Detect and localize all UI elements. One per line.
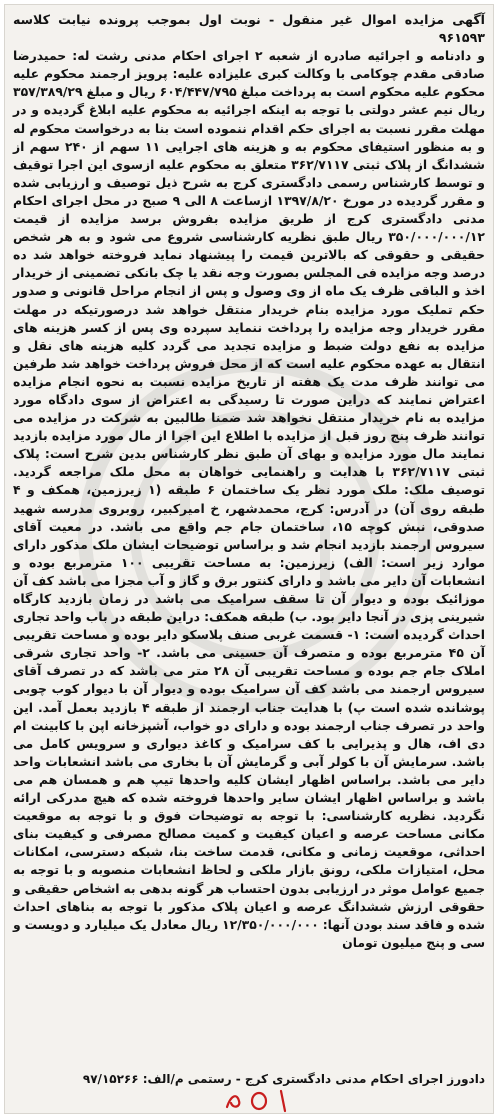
notice-headline: آگهی مزایده اموال غیر منقول - نوبت اول بموجب پرونده نیابت کلاسه ۹۶۱۵۹۳ <box>13 12 485 46</box>
notice-body: و دادنامه و اجرائیه صادره از شعبه ۲ اجرای احکام مدنی رشت له: حمیدرضا صادقی مقدم چوکامی با وکالت کبری علیزاده علیه: پرویز ارجمند محکوم علیه محکوم علیه محکوم است به پرداخت مبلغ ۶۰۴/۴۴۷/۷۹۵ ریال و مبلغ ۳۵۷/۳۸۹/۲۹ ریال نیم عشر دولتی با توجه به اینکه اجرائیه به محکوم علیه ابلاغ گردیده و در مهلت مقرر نسبت به اجرای حکم اقدام ننموده است بنا به درخواست محکوم له و به منظور استیفای محکوم به و هزینه های اجرایی ۱۱ سهم از ۲۴۰ سهم از ششدانگ از پلاک ثبتی ۳۶۲/۷۱۱۷ متعلق به محکوم علیه ازسوی این اجرا توقیف و توسط کارشناس رسمی دادگستری کرج به شرح ذیل توصیف و ارزیابی شده و مقرر گردیده در مورخ ۱۳۹۷/۸/۲۰ ازساعت ۸ الی ۹ صبح در محل اجرای احکام مدنی دادگستری کرج از طریق مزایده بفروش برسد مزایده از قیمت ۳۵۰/۰۰۰/۰۰۰/۱۲ ریال طبق نظریه کارشناسی شروع می شود و به هر شخص حقیقی و حقوقی که بالاترین قیمت را پیشنهاد نماید فروخته خواهد شد ده درصد وجه مزایده فی المجلس بصورت وجه نقد یا چک بانکی تضمینی از خریدار اخذ و الباقی ظرف یک ماه از وی وصول و پس از انجام مراحل قانونی و صدور حکم تملیک مورد مزایده بنام خریدار منتقل خواهد شد درصورتیکه در مهلت مقرر خریدار وجه مزایده را پرداخت ننماید سپرده وی پس از کسر هزینه های مزایده به نفع دولت ضبط و مزایده تجدید می گردد کلیه هزینه های نقل و انتقال به عهده محکوم علیه است که از محل فروش پرداخت خواهد شد طرفین می توانند ظرف مدت یک هفته از تاریخ مزایده نسبت به نحوه انجام مزایده اعتراض نمایند که دراین صورت تا رسیدگی به اعتراض از سوی دادگاه مورد مزایده به نام خریدار منتقل نخواهد شد ضمنا طالبین به شرکت در مزایده می توانند ظرف پنج روز قبل از مزایده با اطلاع این اجرا از مال مورد مزایده بازدید نمایند مال مورد مزایده و بهای آن طبق نظر کارشناس بدین شرح است: پلاک ثبتی ۳۶۲/۷۱۱۷ با هدایت و راهنمایی خواهان به محل ملک مراجعه گردید. توصیف ملک: ملک مورد نظر یک ساختمان ۶ طبقه (۱ زیرزمین، همکف و ۴ طبقه روی آن) در آدرس: کرج، محمدشهر، خ امیرکبیر، روبروی مدرسه شهید صدوقی، نبش کوچه ۱۵، ساختمان جام جم واقع می باشد. در معیت آقای سیروس ارجمند بازدید انجام شد و براساس توضیحات ایشان ملک مذکور دارای موارد زیر است: الف) زیرزمین: به مساحت تقریبی ۱۰۰ مترمربع بوده و انشعابات آن دایر می باشد و دارای کنتور برق و گاز و آب مجزا می باشد کف آن موزائیک بوده و دیوار آن تا سقف سرامیک می باشد در زمان بازدید کارگاه شیرینی پزی در آنجا دایر بود. ب) طبقه همکف: دراین طبقه در باب واحد تجاری احداث گردیده است: ۱- قسمت غربی صنف پلاسکو دایر بوده و مساحت تقریبی آن ۴۵ مترمربع بوده و متصرف آن حسینی می باشد. ۲- واحد تجاری شرقی املاک جام جم بوده و مساحت تقریبی آن ۲۸ متر می باشد که در تصرف آقای سیروس ارجمند می باشد کف آن سرامیک بوده و دیوار آن با دیوار کوب چوبی پوشانده شده است پ) با هدایت جناب ارجمند از طبقه ۴ بازدید بعمل آمد. این واحد در تصرف جناب ارجمند بوده و دارای دو خواب، آشپزخانه اپن با کابینت ام دی اف، هال و پذیرایی با کف سرامیک و کاغذ دیواری و سرویس کامل می باشد. سرمایش آن با کولر آبی و گرمایش آن با بخاری می باشد انشعابات واحد دایر می باشد. براساس اظهار ایشان کلیه واحدها تیپ هم و همسان هم می باشد و براساس اظهار ایشان سایر واحدها فروخته شده که هیچ مدرکی ارائه نگردید. نظریه کارشناسی: با توجه به توضیحات فوق و با توجه به موقعیت مکانی مساحت عرصه و اعیان کیفیت و کمیت مصالح مصرفی و کیفیت بنای احداثی، موقعیت زمانی و مکانی، قدمت ساخت بنا، شبکه دسترسی، امکانات محل، امتیازات ملکی، رونق بازار ملکی و لحاظ انشعابات منصوبه و با توجه به جمیع عوامل موثر در ارزیابی بدون احتساب هر گونه بدهی به اشخاص حقیقی و حقوقی ارزش ششدانگ عرصه و اعیان پلاک مذکور با توجه به بناهای احداث شده و فاقد سند بودن آنها: ۱۲/۳۵۰/۰۰۰/۰۰۰ ریال معادل یک میلیارد و دویست و سی و پنج میلیون تومان <box>13 48 486 950</box>
newspaper-clipping <box>4 4 494 1114</box>
auction-notice-text <box>13 11 485 952</box>
notice-signature-line: دادورز اجرای احکام مدنی دادگستری کرج - رستمی م/الف: ۹۷/۱۵۲۶۶ <box>82 1072 485 1086</box>
handwritten-number-mark <box>219 1087 299 1113</box>
